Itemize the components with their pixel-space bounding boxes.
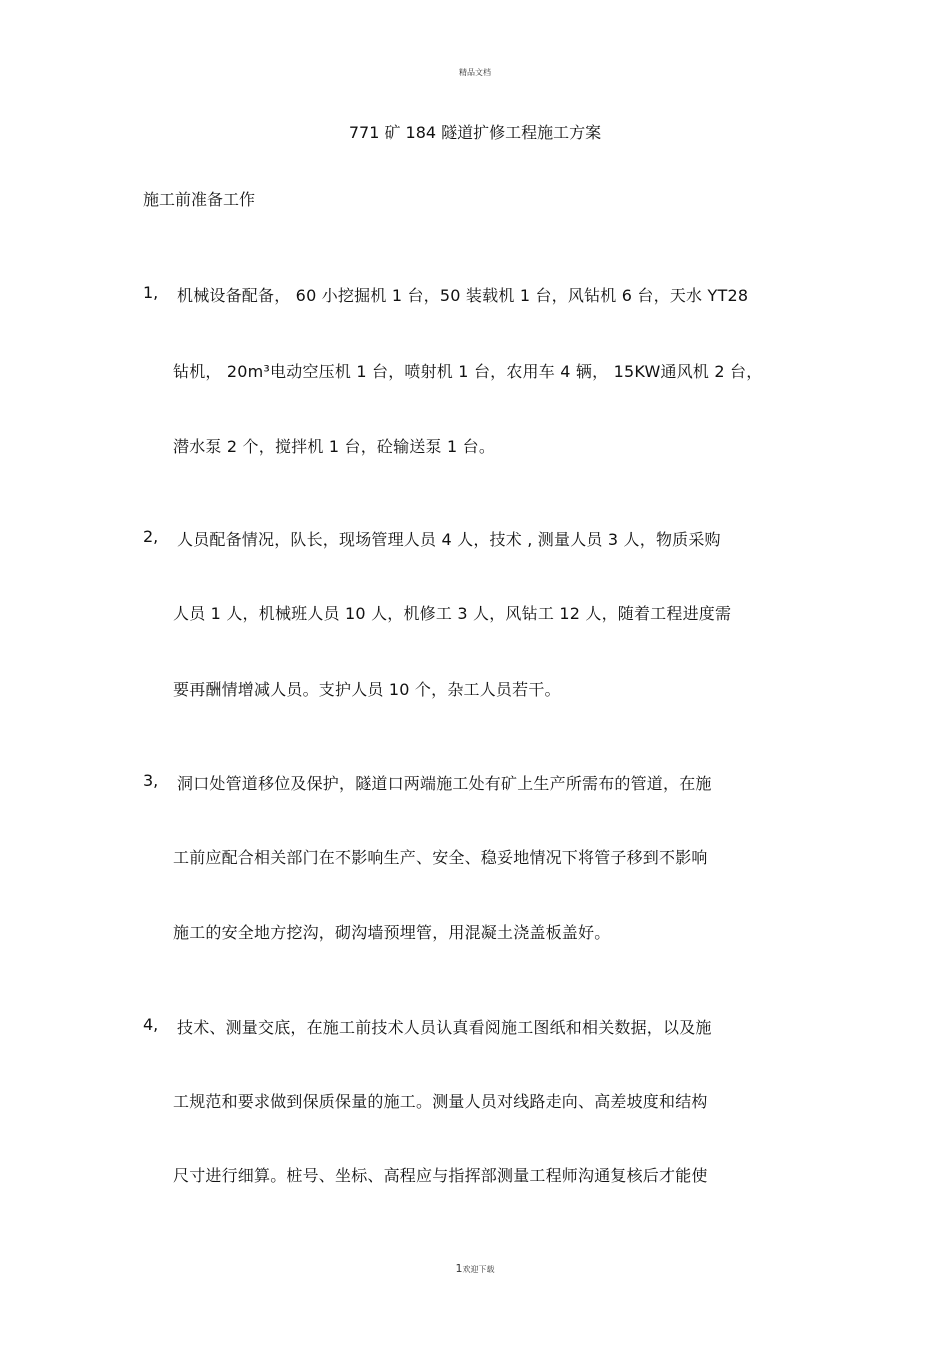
item-text-line: 潜水泵 2 个，搅拌机 1 台，砼输送泵 1 台。	[173, 437, 496, 456]
page-number: 1	[455, 1262, 463, 1275]
item-number: 2,	[143, 527, 159, 546]
item-text-line: 施工的安全地方挖沟，砌沟墙预埋管，用混凝土浇盖板盖好。	[173, 923, 611, 942]
section-heading: 施工前准备工作	[143, 190, 256, 209]
header-note: 精品文档	[459, 68, 491, 77]
item-text-line: 钻机， 20m³电动空压机 1 台，喷射机 1 台，农用车 4 辆， 15KW通风机 2 台，	[173, 362, 763, 381]
item-text-line: 工前应配合相关部门在不影响生产、安全、稳妥地情况下将管子移到不影响	[173, 848, 708, 867]
document-title: 771 矿 184 隧道扩修工程施工方案	[348, 123, 602, 142]
item-number: 1,	[143, 283, 159, 302]
footer-text: 欢迎下载	[462, 1265, 495, 1274]
item-text-line: 要再酬情增减人员。支护人员 10 个，杂工人员若干。	[173, 680, 561, 699]
item-text-line: 人员 1 人，机械班人员 10 人，机修工 3 人，风钻工 12 人，随着工程进度需	[173, 604, 732, 623]
item-text-line: 尺寸进行细算。桩号、坐标、高程应与指挥部测量工程师沟通复核后才能使	[173, 1166, 708, 1185]
item-text-line: 技术、测量交底，在施工前技术人员认真看阅施工图纸和相关数据，以及施	[177, 1018, 712, 1037]
item-number: 3,	[143, 771, 159, 790]
footer-note	[0, 1262, 950, 1275]
item-text-line: 工规范和要求做到保质保量的施工。测量人员对线路走向、高差坡度和结构	[173, 1092, 708, 1111]
item-number: 4,	[143, 1015, 159, 1034]
item-text-line: 机械设备配备， 60 小挖掘机 1 台，50 装载机 1 台，风钻机 6 台，天水 YT28	[177, 286, 749, 305]
item-text-line: 人员配备情况，队长，现场管理人员 4 人，技术 , 测量人员 3 人，物质采购	[177, 530, 721, 549]
item-text-line: 洞口处管道移位及保护，隧道口两端施工处有矿上生产所需布的管道，在施	[177, 774, 712, 793]
